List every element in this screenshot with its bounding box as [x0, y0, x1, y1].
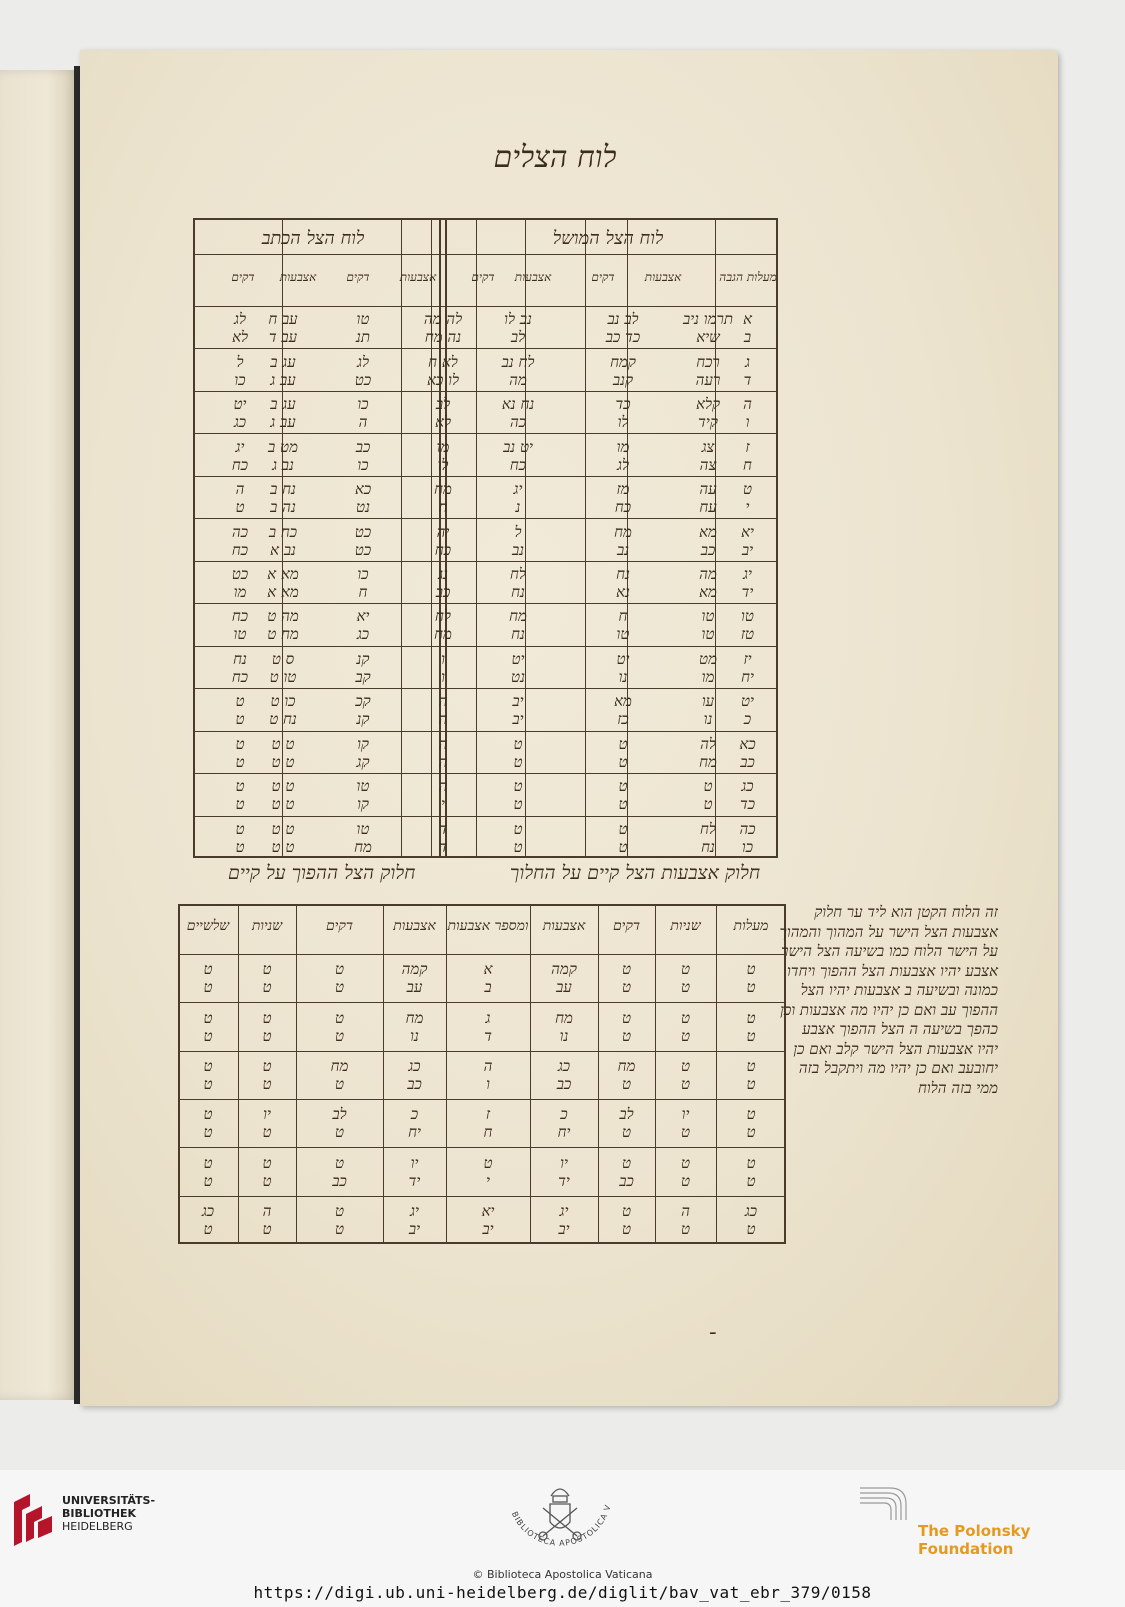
lower-table-cell: ט ט	[203, 1056, 213, 1093]
lower-table-cell: ט ט	[334, 1201, 345, 1238]
heidelberg-logo-icon[interactable]	[12, 1492, 54, 1554]
lower-table-cell: ט ט	[621, 1201, 632, 1238]
upper-column-header: מעלות הגבה	[719, 270, 777, 284]
upper-table-cell: עג ב עב ג	[270, 352, 296, 389]
upper-table-cell: ט ט	[513, 819, 523, 856]
upper-table-cell: ד ד	[439, 819, 447, 856]
lower-column-header: אצבעות	[393, 918, 436, 934]
upper-table-cell: קנ קב	[355, 649, 371, 686]
lower-table-cell: א ב	[483, 960, 493, 997]
upper-row-rule	[193, 391, 778, 392]
lower-column-header: ומספר אצבעות	[447, 918, 529, 934]
upper-table-cell: לג לא	[231, 310, 249, 347]
upper-table-cell: ט ט ט ט	[271, 819, 295, 856]
upper-row-label: יז יח	[741, 649, 754, 686]
lower-table-cell: ט ט	[203, 1153, 213, 1190]
lower-table-cell: יג יב	[558, 1201, 570, 1238]
upper-table-cell: מח נח	[509, 607, 527, 644]
upper-shadow-table	[193, 218, 778, 858]
upper-table-cell: קלא קיד	[695, 395, 721, 432]
upper-table-cell: מא כז	[614, 692, 632, 729]
upper-table-cell: עב ח עב ד	[268, 310, 298, 347]
upper-table-cell: עו נו	[701, 692, 715, 729]
lower-table-cell: מח ט	[330, 1056, 349, 1093]
upper-table-cell: יה כח	[434, 522, 452, 559]
lower-row-rule	[178, 1196, 786, 1197]
upper-table-cell: לה מח	[699, 734, 717, 771]
page-title: לוח הצלים	[493, 140, 617, 175]
lower-table-cell: יו ט	[262, 1105, 272, 1142]
upper-row-rule	[193, 731, 778, 732]
upper-table-cell: לח נח	[510, 565, 526, 601]
upper-table-cell: יט נב כח	[503, 437, 533, 474]
upper-table-cell: כו ח	[357, 565, 369, 601]
upper-column-header: דקים	[231, 270, 255, 284]
lower-table-cell: לב ט	[619, 1105, 634, 1142]
upper-row-label: כא כב	[739, 734, 756, 771]
upper-table-cell: נח נא	[616, 565, 630, 601]
lower-table-cell: ז ח	[483, 1105, 493, 1142]
lower-table-cell: מח ט	[617, 1056, 636, 1093]
caption-left: חלוק הצל ההפוך על קיים	[228, 862, 416, 884]
lower-table-cell: ט ט	[262, 1056, 272, 1093]
lower-table-cell: ה ט	[262, 1201, 272, 1238]
upper-row-rule	[193, 603, 778, 604]
upper-table-cell: כט כט	[354, 522, 372, 559]
upper-row-label: א ב	[742, 310, 752, 347]
upper-table-cell: רכח רעה	[695, 352, 721, 389]
upper-table-cell: צג צה	[699, 437, 717, 474]
lower-column-header: שלשיים	[186, 918, 230, 934]
upper-column-header: אצבעות	[279, 270, 317, 284]
upper-row-rule	[193, 773, 778, 774]
upper-table-cell: כו ה	[357, 395, 369, 432]
upper-table-cell: ט ט	[235, 777, 245, 814]
upper-table-cell: מט ב נב ג	[268, 437, 298, 474]
upper-table-cell: כח טו	[231, 607, 249, 644]
upper-table-cell: מח נב	[614, 522, 632, 559]
upper-table-cell: ה ט	[235, 480, 245, 517]
lower-column-header: דקים	[325, 918, 354, 934]
marginal-note: זה הלוח הקטן הוא ליד ער חלוק אצבעות הצל הישר על המהוך והמהוך על הישר הלוח כמו בשיעה הצל הישר אצבע יהיו אצבעות הצל ההפוך ויחדו כמונה ובשיעה ב אצבעות יהיו הצל ההפוך עב ואם כן יהיו מה אצבעות וכן כהפך בשיעה ה הצל ההפוך אצבע יהיו אצבעות הצל הישר קלב ואם כן יחובעב ואם כן יהיו מה ויתקבל בזה ממי בזה הלוח	[779, 903, 998, 1097]
upper-table-cell: ט ט	[703, 777, 713, 814]
lower-table-cell: ט ט	[746, 1105, 756, 1142]
lower-table-cell: קמה עב	[551, 960, 577, 997]
upper-table-cell: כט מו	[231, 565, 249, 601]
upper-table-cell: ו ו	[441, 649, 445, 686]
upper-row-rule	[193, 348, 778, 349]
upper-table-cell: יט כג	[233, 395, 247, 432]
lower-table-cell: ט ט	[680, 1056, 691, 1093]
upper-table-cell: נח נא כה	[501, 395, 535, 432]
viewer-footer	[0, 1470, 1125, 1607]
upper-table-cell: תרמו ניב שיא	[682, 310, 734, 347]
lower-table-cell: ט ט	[262, 960, 272, 997]
heidelberg-library-name[interactable]: UNIVERSITÄTS- BIBLIOTHEK HEIDELBERG	[62, 1494, 156, 1533]
lower-table-cell: ט ט	[680, 1008, 691, 1045]
upper-header-rule	[193, 306, 778, 307]
upper-table-cell: ט ט ט ט	[271, 734, 295, 771]
upper-row-label: יג יד	[741, 565, 754, 601]
lower-table-cell: יו יד	[408, 1153, 421, 1190]
lower-table-cell: מח נו	[405, 1008, 424, 1045]
upper-column-header: דקים	[346, 270, 370, 284]
upper-table-cell: ט ט	[618, 777, 628, 814]
upper-table-cell: יג נ	[513, 480, 523, 517]
lower-table-cell: ט ט	[203, 960, 213, 997]
lower-table-cell: ט ט	[746, 1008, 756, 1045]
upper-table-cell: ה ה	[438, 692, 448, 729]
lower-table-cell: יא יב	[481, 1201, 495, 1238]
lower-table-cell: ט כב	[619, 1153, 634, 1190]
lower-table-cell: יג יב	[408, 1201, 421, 1238]
lower-table-cell: ט ט	[746, 1056, 756, 1093]
upper-table-cell: לח נח	[700, 819, 716, 856]
upper-table-cell: מה ט מח ט	[267, 607, 299, 644]
upper-table-cell: מה מא	[699, 565, 717, 601]
caption-right: חלוק אצבעות הצל קיים על החלוך	[510, 862, 761, 884]
upper-table-cell: טו קו	[356, 777, 370, 814]
lower-column-header: דקים	[612, 918, 641, 934]
upper-table-cell: יג כח	[231, 437, 249, 474]
lower-table-cell: ט ט	[680, 1153, 691, 1190]
upper-table-cell: טו מח	[354, 819, 372, 856]
lower-table-cell: ט כב	[332, 1153, 347, 1190]
upper-table-cell: כה כח	[231, 522, 249, 559]
upper-left-header: לוח הצל הכתב	[261, 228, 365, 249]
lower-table-cell: ט ט	[334, 960, 345, 997]
upper-table-cell: טו טו	[701, 607, 715, 644]
upper-table-cell: ט ט	[618, 734, 628, 771]
upper-table-cell: ט ט	[235, 692, 245, 729]
upper-row-rule	[193, 816, 778, 817]
upper-row-label: כג כד	[739, 777, 756, 814]
upper-table-cell: מח ח	[434, 480, 452, 517]
polonsky-foundation-link[interactable]: The Polonsky Foundation	[918, 1522, 1031, 1558]
upper-column-rule	[585, 218, 586, 858]
upper-table-cell: ה י	[438, 777, 448, 814]
upper-table-cell: לב נב כד כב	[605, 310, 641, 347]
upper-table-cell: ט ט	[618, 819, 628, 856]
lower-table-cell: ט ט	[334, 1008, 345, 1045]
polonsky-logo-icon[interactable]	[860, 1484, 910, 1524]
upper-table-cell: כו ט נח ט	[269, 692, 297, 729]
upper-table-cell: מט מו	[699, 649, 717, 686]
upper-table-cell: כד לו	[615, 395, 631, 432]
upper-table-cell: לה מה נה מח	[423, 310, 463, 347]
lower-table-cell: לב ט	[332, 1105, 347, 1142]
upper-table-cell: ט ט ט ט	[271, 777, 295, 814]
upper-table-cell: מו לג	[616, 437, 630, 474]
upper-table-cell: לג כט	[354, 352, 372, 389]
upper-row-label: יא יב	[741, 522, 754, 559]
upper-table-cell: נח ב נה ב	[270, 480, 296, 517]
upper-column-header: דקים	[591, 270, 615, 284]
lower-table-cell: ט ט	[262, 1153, 272, 1190]
upper-column-header: אצבעות	[399, 270, 437, 284]
lower-table-cell: כג ט	[201, 1201, 215, 1238]
folio-mark: ـ	[710, 1318, 716, 1339]
upper-table-cell: ל נב	[511, 522, 525, 559]
lower-column-header: שניות	[251, 918, 283, 934]
upper-table-cell: עג ב עב ג	[270, 395, 296, 432]
copyright-notice: © Biblioteca Apostolica Vaticana	[472, 1568, 653, 1581]
lower-row-rule	[178, 1051, 786, 1052]
lower-table-cell: מח נו	[555, 1008, 573, 1045]
upper-table-cell: מא א מא א	[267, 565, 299, 601]
upper-row-label: כה כו	[739, 819, 756, 856]
upper-row-rule	[193, 433, 778, 434]
permalink-url[interactable]: https://digi.ub.uni-heidelberg.de/diglit/bav_vat_ebr_379/0158	[253, 1583, 872, 1602]
lower-row-rule	[178, 954, 786, 955]
lower-table-cell: כג ט	[744, 1201, 758, 1238]
vatican-library-seal-icon[interactable]	[495, 1478, 625, 1578]
upper-table-cell: לא ח לו כא	[427, 352, 459, 389]
upper-table-cell: עה עח	[699, 480, 717, 517]
facing-page-edge	[0, 70, 78, 1400]
upper-table-cell: ח טו	[616, 607, 630, 644]
lower-shadow-table	[178, 904, 786, 1244]
upper-row-label: ט י	[742, 480, 753, 517]
lower-table-cell: ה ט	[680, 1201, 691, 1238]
upper-table-cell: כח ב נב א	[268, 522, 298, 559]
upper-table-cell: יא כג	[356, 607, 370, 644]
upper-row-rule	[193, 476, 778, 477]
upper-table-cell: לח מח	[434, 607, 452, 644]
upper-table-cell: יט נט	[511, 649, 525, 686]
upper-right-header: לוח הצל המושל	[552, 228, 664, 249]
upper-table-cell: מא כב	[699, 522, 717, 559]
upper-table-cell: קמח קנב	[610, 352, 636, 389]
lower-row-rule	[178, 1002, 786, 1003]
svg-text:BIBLIOTECA APOSTOLICA VATICANA: BIBLIOTECA APOSTOLICA V	[509, 1503, 613, 1548]
upper-row-label: ה ו	[743, 395, 752, 432]
upper-table-cell: ה ה	[438, 734, 448, 771]
lower-column-header: שניות	[670, 918, 701, 934]
lower-table-cell: כג כב	[556, 1056, 572, 1093]
lower-table-cell: כג כב	[407, 1056, 422, 1093]
upper-row-label: יט כ	[741, 692, 754, 729]
upper-table-cell: לח נב מה	[501, 352, 535, 389]
lower-row-rule	[178, 1147, 786, 1148]
upper-table-cell: כב כו	[355, 437, 371, 474]
upper-table-cell: נג כב	[435, 565, 451, 601]
upper-table-cell: ט ט	[235, 819, 245, 856]
upper-column-rule	[401, 218, 402, 858]
upper-row-label: ג ד	[743, 352, 752, 389]
upper-table-cell: קו קג	[356, 734, 370, 771]
lower-table-cell: ט ט	[621, 960, 632, 997]
lower-table-cell: ט י	[483, 1153, 493, 1190]
lower-table-cell: ט ט	[746, 960, 756, 997]
upper-row-rule	[193, 561, 778, 562]
upper-table-cell: יב יב	[512, 692, 524, 729]
upper-row-label: טו טז	[740, 607, 755, 644]
lower-table-cell: ט ט	[262, 1008, 272, 1045]
lower-table-cell: ג ד	[484, 1008, 492, 1045]
upper-table-cell: ט ט	[513, 734, 523, 771]
upper-row-label: ז ח	[743, 437, 752, 474]
lower-table-cell: ט ט	[680, 960, 691, 997]
upper-row-rule	[193, 518, 778, 519]
lower-column-header: אצבעות	[542, 918, 586, 934]
upper-table-cell: יט נו	[616, 649, 630, 686]
upper-table-cell: קכ קנ	[355, 692, 371, 729]
lower-table-cell: כ יח	[557, 1105, 571, 1142]
lower-table-cell: ט ט	[203, 1008, 213, 1045]
upper-table-cell: לב לא	[434, 395, 452, 432]
lower-table-cell: יו ט	[680, 1105, 691, 1142]
upper-table-cell: מו לו	[436, 437, 450, 474]
upper-table-cell: נב לו לב	[504, 310, 532, 347]
lower-table-cell: ט ט	[621, 1008, 632, 1045]
upper-column-header: דקים	[471, 270, 495, 284]
upper-row-rule	[193, 646, 778, 647]
upper-table-cell: כא נט	[354, 480, 372, 517]
lower-table-cell: ט ט	[203, 1105, 213, 1142]
lower-table-cell: ט ט	[746, 1153, 756, 1190]
upper-table-cell: ט ט	[513, 777, 523, 814]
lower-table-cell: קמה עב	[401, 960, 428, 997]
upper-table-cell: מז כח	[614, 480, 632, 517]
lower-column-header: מעלות	[733, 918, 769, 934]
upper-table-cell: נח כח	[231, 649, 249, 686]
lower-row-rule	[178, 1099, 786, 1100]
lower-table-cell: ה ו	[483, 1056, 493, 1093]
lower-table-cell: יו יד	[558, 1153, 570, 1190]
lower-table-cell: כ יח	[408, 1105, 421, 1142]
upper-row-rule	[193, 688, 778, 689]
upper-header-rule	[193, 254, 778, 255]
upper-table-cell: ל כו	[234, 352, 246, 389]
upper-column-header: אצבעות	[644, 270, 682, 284]
upper-table-cell: ט ט	[235, 734, 245, 771]
upper-column-header: אצבעות	[514, 270, 552, 284]
upper-table-cell: ס ט טו ט	[269, 649, 297, 686]
upper-table-cell: טו תנ	[355, 310, 371, 347]
